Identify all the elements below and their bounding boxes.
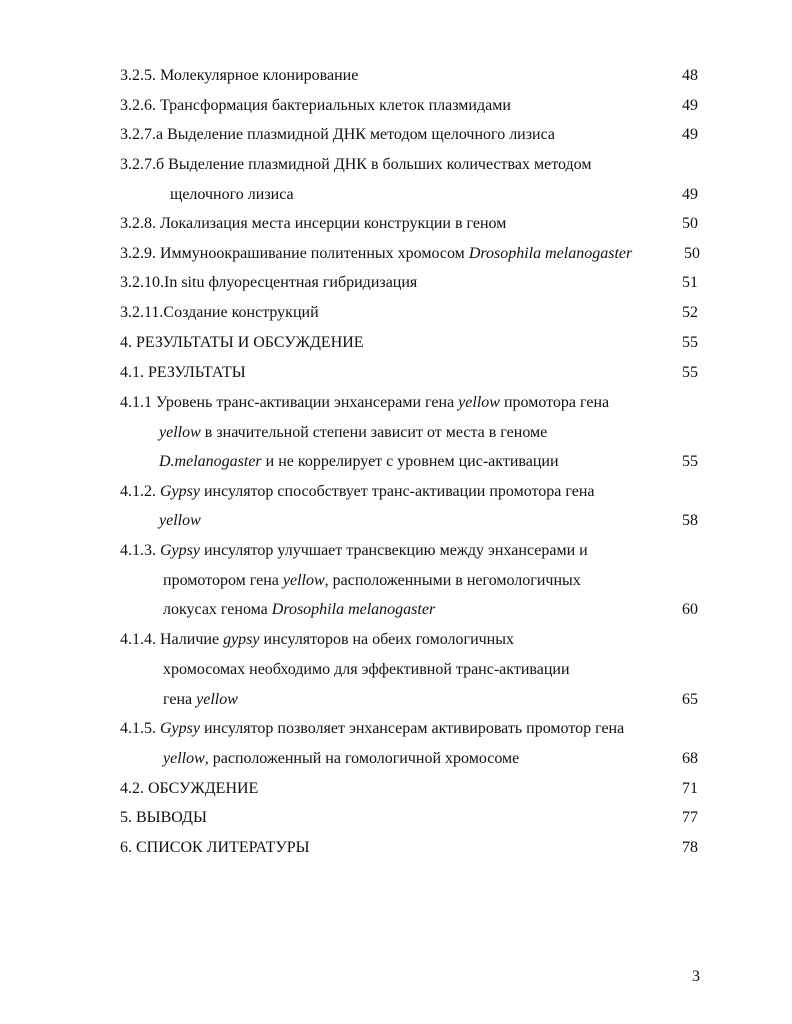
toc-entry-text: инсуляторов на обеих гомологичных xyxy=(259,631,514,648)
toc-entry-text: 6. СПИСОК ЛИТЕРАТУРЫ xyxy=(120,839,310,856)
toc-entry-4-1-5-line-1 xyxy=(0,718,792,740)
toc-entry-italic-term: gypsy xyxy=(223,631,260,648)
toc-entry-text: промотора гена xyxy=(499,394,610,411)
toc-entry-4-1-1-line-2 xyxy=(0,422,792,444)
toc-entry-title xyxy=(120,392,609,414)
toc-entry-text: 3.2.7.а Выделение плазмидной ДНК методом щелочного лизиса xyxy=(120,126,556,143)
toc-entry-text: 3.2.6. Трансформация бактериальных клеток плазмидами xyxy=(120,97,511,114)
toc-entry-4-1-4-line-2 xyxy=(0,659,792,681)
toc-entry-title xyxy=(163,748,519,770)
toc-entry-page: 49 xyxy=(682,97,698,114)
toc-entry-page: 55 xyxy=(682,453,698,470)
toc-entry-title xyxy=(163,570,581,592)
toc-entry-text: 3.2.5. Молекулярное клонирование xyxy=(120,67,359,84)
toc-entry-4-1-3-line-1 xyxy=(0,540,792,562)
toc-entry-text: 3.2.10.In situ флуоресцентная гибридизация xyxy=(120,274,418,291)
toc-entry-3-2-11-line-1 xyxy=(0,302,792,324)
toc-entry-italic-term: D.melanogaster xyxy=(159,453,262,470)
toc-entry-page: 52 xyxy=(682,304,698,321)
toc-entry-text: 4.2. ОБСУЖДЕНИЕ xyxy=(120,780,259,797)
toc-entry-title xyxy=(159,422,547,444)
toc-entry-3-2-9-line-1 xyxy=(0,243,792,265)
toc-entry-text: 4.1.4. Наличие xyxy=(120,631,224,648)
toc-entry-text: щелочного лизиса xyxy=(170,186,294,203)
toc-entry-title xyxy=(120,65,358,87)
toc-entry-4-1-line-1 xyxy=(0,362,792,384)
toc-entry-page: 49 xyxy=(682,186,698,203)
toc-entry-title xyxy=(163,659,570,681)
toc-entry-text: инсулятор улучшает трансвекцию между энхансерами и xyxy=(199,542,588,559)
toc-entry-italic-term: yellow xyxy=(163,750,205,767)
toc-entry-4-1-3-line-2 xyxy=(0,570,792,592)
toc-entry-title xyxy=(120,540,588,562)
toc-entry-4-1-3-line-3 xyxy=(0,599,792,621)
toc-entry-italic-term: yellow xyxy=(282,572,325,589)
toc-entry-4-1-2-line-2 xyxy=(0,510,792,532)
toc-entry-page: 51 xyxy=(682,274,698,291)
toc-entry-title xyxy=(163,689,238,711)
toc-entry-3-2-7b-line-1 xyxy=(0,154,792,176)
toc-entry-page: 68 xyxy=(682,750,698,767)
toc-entry-text: 3.2.11.Создание конструкций xyxy=(120,304,319,321)
toc-entry-3-2-10-line-1 xyxy=(0,272,792,294)
toc-entry-title xyxy=(120,95,511,117)
toc-entry-6-line-1 xyxy=(0,837,792,859)
page-number: 3 xyxy=(692,968,700,985)
toc-entry-page: 50 xyxy=(684,245,700,262)
toc-entry-3-2-5-line-1 xyxy=(0,65,792,87)
toc-entry-title xyxy=(159,451,559,473)
toc-entry-text: 4.1.2. xyxy=(120,483,160,500)
toc-entry-title xyxy=(163,599,435,621)
toc-entry-italic-term: Gypsy xyxy=(160,720,200,737)
toc-entry-title xyxy=(120,213,506,235)
toc-entry-text: и не коррелирует с уровнем цис-активации xyxy=(261,453,559,470)
toc-entry-text: инсулятор способствует транс-активации промотора гена xyxy=(199,483,595,500)
toc-entry-4-1-5-line-2 xyxy=(0,748,792,770)
toc-entry-italic-term: Drosophila melanogaster xyxy=(468,245,633,262)
toc-entry-text: 3.2.8. Локализация места инсерции конструкции в геном xyxy=(120,215,507,232)
toc-entry-title xyxy=(120,302,319,324)
toc-entry-italic-term: Drosophila melanogaster xyxy=(271,601,436,618)
toc-entry-page: 55 xyxy=(682,334,698,351)
toc-entry-4-1-2-line-1 xyxy=(0,481,792,503)
toc-entry-page: 55 xyxy=(682,364,698,381)
toc-entry-4-1-1-line-3 xyxy=(0,451,792,473)
toc-entry-4-2-line-1 xyxy=(0,778,792,800)
toc-entry-title xyxy=(120,332,364,354)
toc-entry-text: , расположенными в негомологичных xyxy=(324,572,581,589)
toc-entry-title xyxy=(120,481,595,503)
toc-entry-text: хромосомах необходимо для эффективной транс-активации xyxy=(163,661,570,678)
toc-entry-title xyxy=(120,362,246,384)
toc-entry-italic-term: yellow xyxy=(159,512,201,529)
toc-entry-page: 60 xyxy=(682,601,698,618)
toc-entry-3-2-7b-line-2 xyxy=(0,184,792,206)
toc-entry-title xyxy=(120,718,624,740)
toc-entry-text: гена xyxy=(163,691,197,708)
toc-entry-text: промотором гена xyxy=(163,572,283,589)
toc-entry-text: 3.2.9. Иммуноокрашивание политенных хромосом xyxy=(120,245,469,262)
toc-entry-text: 4.1. РЕЗУЛЬТАТЫ xyxy=(120,364,246,381)
toc-entry-4-line-1 xyxy=(0,332,792,354)
toc-entry-title xyxy=(159,510,201,532)
toc-entry-5-line-1 xyxy=(0,807,792,829)
toc-entry-page: 48 xyxy=(682,67,698,84)
toc-entry-3-2-7a-line-1 xyxy=(0,124,792,146)
toc-entry-page: 78 xyxy=(682,839,698,856)
toc-entry-4-1-4-line-1 xyxy=(0,629,792,651)
toc-entry-text: , расположенный на гомологичной хромосоме xyxy=(204,750,520,767)
toc-entry-title xyxy=(170,184,294,206)
toc-entry-italic-term: yellow xyxy=(159,424,201,441)
toc-entry-4-1-4-line-3 xyxy=(0,689,792,711)
toc-entry-text: 3.2.7.б Выделение плазмидной ДНК в больших количествах методом xyxy=(120,156,592,173)
toc-entry-page: 58 xyxy=(682,512,698,529)
toc-entry-italic-term: yellow xyxy=(458,394,500,411)
toc-entry-text: 4.1.5. xyxy=(120,720,160,737)
toc-entry-4-1-1-line-1 xyxy=(0,392,792,414)
toc-entry-title xyxy=(120,837,310,859)
toc-entry-text: инсулятор позволяет энхансерам активировать промотор гена xyxy=(199,720,625,737)
toc-entry-page: 71 xyxy=(682,780,698,797)
toc-entry-title xyxy=(120,243,632,265)
toc-entry-italic-term: Gypsy xyxy=(160,542,200,559)
toc-entry-3-2-8-line-1 xyxy=(0,213,792,235)
toc-entry-text: локусах генома xyxy=(163,601,272,618)
toc-entry-page: 49 xyxy=(682,126,698,143)
toc-entry-page: 50 xyxy=(682,215,698,232)
toc-entry-text: 4.1.3. xyxy=(120,542,160,559)
toc-entry-title xyxy=(120,154,592,176)
toc-entry-title xyxy=(120,778,258,800)
toc-entry-page: 65 xyxy=(682,691,698,708)
toc-entry-text: 5. ВЫВОДЫ xyxy=(120,809,207,826)
toc-entry-text: 4.1.1 Уровень транс-активации энхансерами гена xyxy=(120,394,459,411)
toc-entry-italic-term: yellow xyxy=(196,691,238,708)
toc-entry-3-2-6-line-1 xyxy=(0,95,792,117)
toc-entry-title xyxy=(120,124,555,146)
toc-entry-text: в значительной степени зависит от места в геноме xyxy=(200,424,548,441)
toc-entry-title xyxy=(120,629,514,651)
toc-entry-title xyxy=(120,807,207,829)
toc-entry-page: 77 xyxy=(682,809,698,826)
toc-entry-italic-term: Gypsy xyxy=(160,483,200,500)
toc-entry-title xyxy=(120,272,417,294)
toc-entry-text: 4. РЕЗУЛЬТАТЫ И ОБСУЖДЕНИЕ xyxy=(120,334,364,351)
